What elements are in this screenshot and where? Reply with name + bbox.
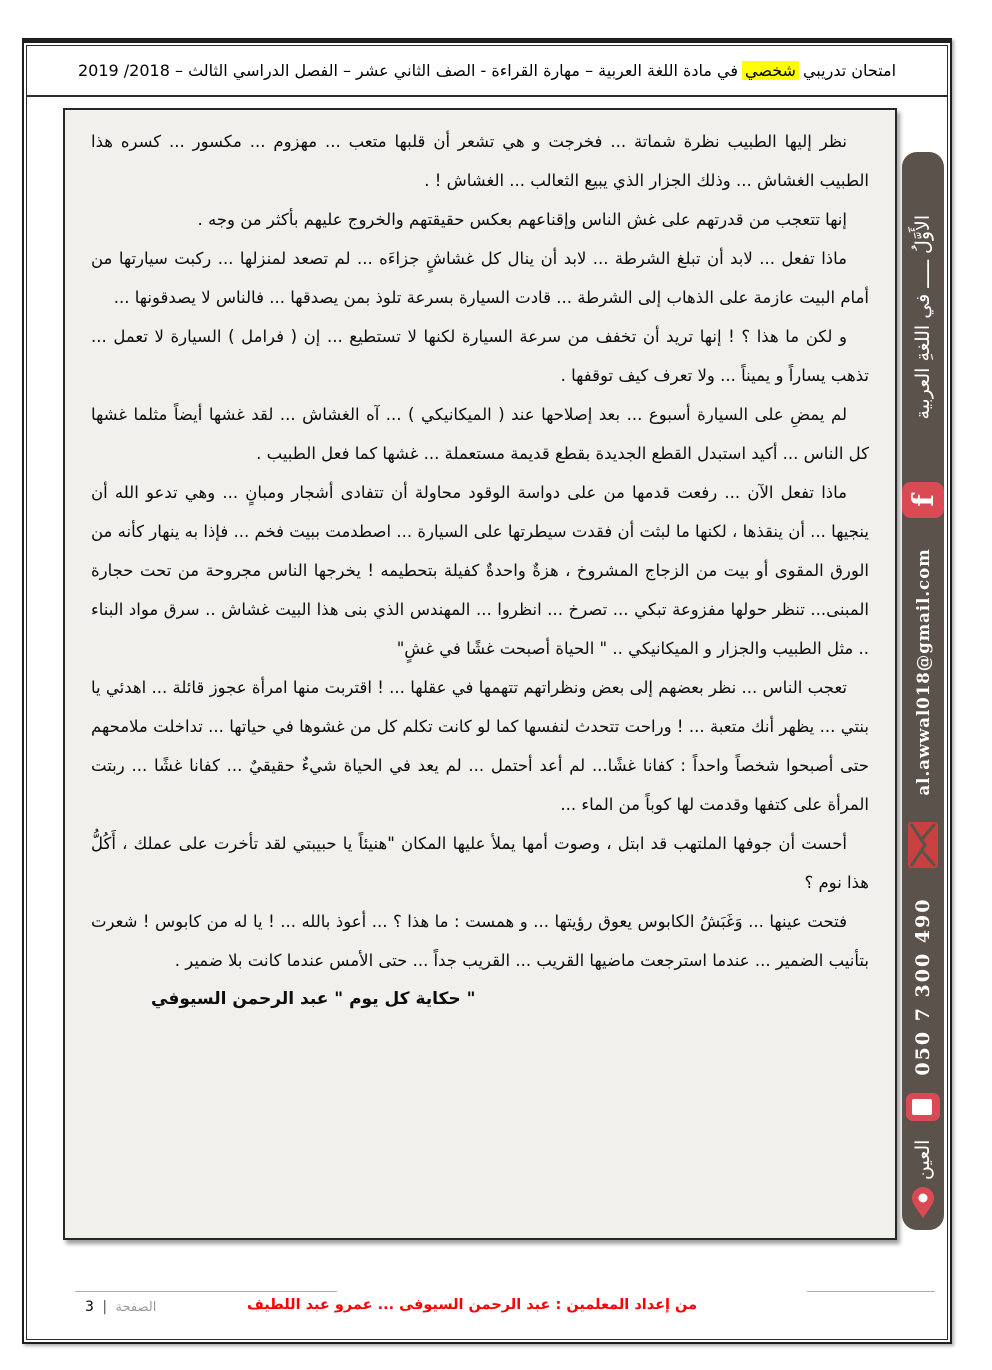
exam-title-suffix: في مادة اللغة العربية – مهارة القراءة - الصف الثاني عشر – الفصل الدراسي الثالث – 2018/ 2019 bbox=[77, 61, 739, 80]
page-number-label: الصفحة bbox=[115, 1300, 157, 1315]
mobile-phone-icon bbox=[905, 1092, 941, 1122]
city-label: العين bbox=[912, 1139, 934, 1180]
footer-rule-left bbox=[75, 1291, 337, 1292]
teachers-credit-line: من إعداد المعلمين : عبد الرحمن السيوفى ... عمرو عبد اللطيف bbox=[246, 1297, 698, 1313]
brand-side-strip bbox=[902, 152, 944, 1230]
page-number-value: 3 bbox=[85, 1299, 94, 1315]
passage-paragraph: لم يمضِ على السيارة أسبوع ... بعد إصلاحها عند ( الميكانيكي ) ... آه الغشاش ... لقد غشها أيضاً مثلما غشها كل الناس ... أكيد استبدل القطع الجديدة بقطع قديمة مستعملة ... غشها كما فعل الطبيب . bbox=[91, 405, 869, 463]
envelope-icon bbox=[908, 822, 938, 868]
passage-paragraph: تعجب الناس ... نظر بعضهم إلى بعض ونظراتهم تتهمها في عقلها ... ! اقتربت منها امرأة عجوز قائلة ... اهدئي يا بنتي ... يظهر أنك متعبة ... ! وراحت تتحدث لنفسها كما لو كانت تكلم كل من غشوها في حياتها ... تداخلت ملامحهم حتى أصبحوا شخصاً واحداً : كفانا غشًا... لم أعد أحتمل ... لم يعد في الحياة شيءٌ حقيقيٌ ... كفانا غشًا ... ربتت المرأة على كتفها وقدمت لها كوباً من الماء ... bbox=[91, 678, 869, 814]
reading-passage-box bbox=[63, 108, 897, 1240]
passage-paragraph: و لكن ما هذا ؟ ! إنها تريد أن تخفف من سرعة السيارة لكنها لا تستطيع ... إن ( فرامل ) السيارة لا تعمل ... تذهب يساراً و يميناً ... ولا تعرف كيف توقفها . bbox=[91, 327, 869, 385]
facebook-letter: f bbox=[906, 494, 940, 507]
page-footer bbox=[27, 1281, 947, 1333]
page-inner-frame bbox=[26, 45, 948, 1340]
passage-paragraph: ماذا تفعل الآن ... رفعت قدمها من على دواسة الوقود محاولة أن تتفادى أشجار ومبانٍ ... وهي تدعو الله أن ينجيها ... أن ينقذها ، لكنها ما لبثت أن فقدت سيطرتها على السيارة ... اصطدمت ببيت فخم ... فإذا به ينهار كأنه من الورق المقوى أو بيت من الزجاج المشروخ ، هزةٌ واحدةٌ كفيلة بتحطيمه ! يخرجها الناس مجروحة من تحت حجارة المبنى... تنظر حولها مفزوعة تبكي ... تصرخ ... انظروا ... المهندس الذي بنى هذا البيت غشاش .. سرق مواد البناء .. مثل الطبيب والجزار و الميكانيكي .. " الحياة أصبحت غشًا في غشٍ" bbox=[91, 483, 869, 658]
facebook-icon bbox=[902, 482, 944, 518]
exam-title-prefix: امتحان تدريبي bbox=[802, 61, 897, 80]
footer-rule-right bbox=[807, 1291, 935, 1292]
exam-header bbox=[27, 46, 947, 97]
passage-paragraph: فتحت عينها ... وَغَبَشُ الكابوس يعوق رؤيتها ... و همست : ما هذا ؟ ... أعوذ بالله ... ! يا له من كابوس ! شعرت بتأنيب الضمير ... عندما استرجعت ماضيها القريب ... القريب جداً ... حتى الأمس عندما كانت بلا ضمير . bbox=[91, 912, 869, 970]
page-frame bbox=[22, 38, 952, 1344]
brand-strip-content bbox=[902, 152, 944, 1230]
location-pin-icon bbox=[910, 1187, 936, 1219]
passage-paragraph: إنها تتعجب من قدرتهم على غش الناس وإقناعهم بعكس حقيقتهم والخروج عليهم بأكثر من وجه . bbox=[197, 210, 847, 229]
page-number-separator: | bbox=[102, 1299, 108, 1315]
brand-calligraphy-text: الأَوَّلُ ـــــ في اللغةِ العربية bbox=[912, 214, 934, 420]
passage-attribution: " حكاية كل يوم " عبد الرحمن السيوفي bbox=[151, 989, 476, 1009]
passage-paragraph: أحست أن جوفها الملتهب قد ابتل ، وصوت أمها يملأ عليها المكان "هنيئاً يا حبيبتي لقد تأخرت على عملك ، أَكُلُّ هذا نوم ؟ bbox=[91, 834, 869, 892]
phone-number: 050 7 300 490 bbox=[912, 897, 934, 1076]
email-address: al.awwal018@gmail.com bbox=[913, 548, 933, 796]
passage-paragraph: ماذا تفعل ... لابد أن تبلغ الشرطة ... لابد أن ينال كل غشاشٍ جزاءَه ... لم تصعد لمنزلها ... ركبت سيارتها من أمام البيت عازمة على الذهاب إلى الشرطة ... قادت السيارة بسرعة تلوذ بمن يصدقها ... فالناس لا يصدقونها ... bbox=[91, 249, 869, 307]
exam-title-highlighted-word: شخصي bbox=[742, 61, 799, 80]
passage-paragraph: نظر إليها الطبيب نظرة شماتة ... فخرجت و هي تشعر أن قلبها متعب ... مهزوم ... مكسور ... كسره هذا الطبيب الغشاش ... وذلك الجزار الذي يبيع الثعالب ... الغشاش ! . bbox=[91, 132, 869, 190]
